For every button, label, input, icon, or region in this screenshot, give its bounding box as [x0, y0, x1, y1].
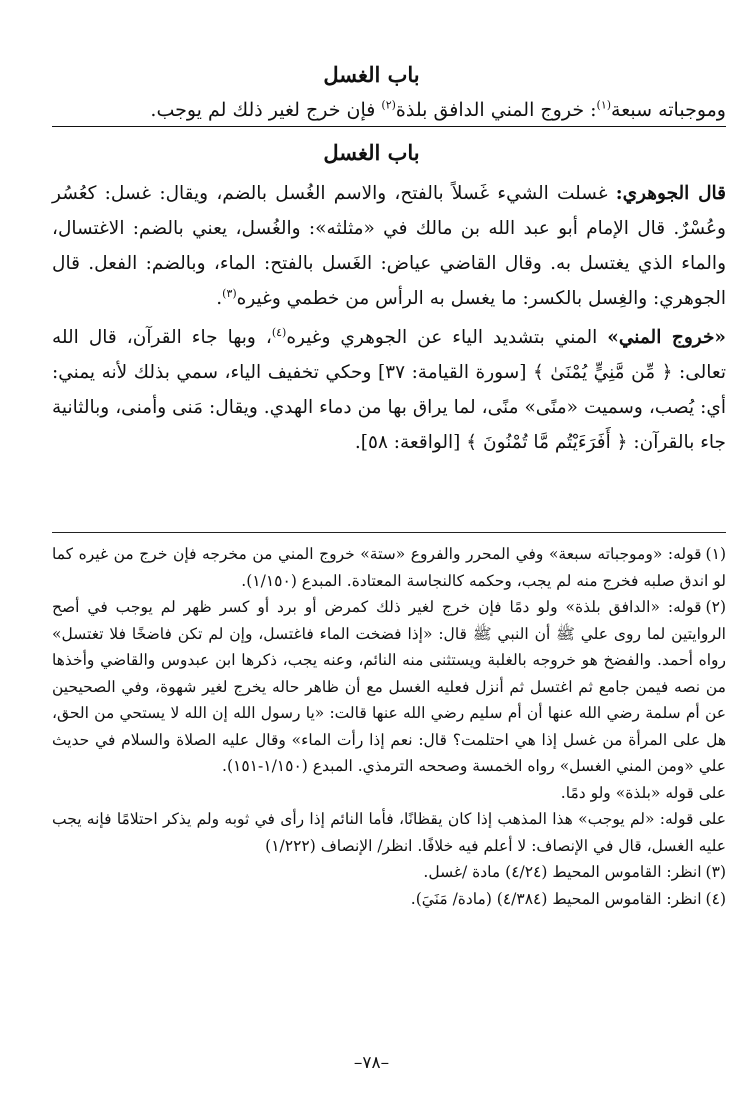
footnotes-divider [52, 532, 726, 533]
footnote-ref-4[interactable]: (٤) [271, 325, 287, 339]
keyword-khuruj-almani: «خروج المني» [607, 327, 726, 348]
matn-divider [52, 126, 726, 127]
footnote-ref-3[interactable]: (٣) [222, 286, 237, 300]
footnote-4 [52, 886, 726, 913]
footnote-text: قوله: «وموجباته سبعة» وفي المحرر والفروع «ستة» خروج المني من مخرجه فإن خرج من غيره كما لو اندق صلبه فخرج منه لم يجب، وحكمه كالنجاسة المعتادة. المبدع (١/١٥٠). [52, 545, 726, 590]
paragraph-2-text-1: المني بتشديد الياء عن الجوهري وغيره [286, 327, 608, 348]
paragraph-1-end: . [216, 288, 223, 309]
footnote-note-a [52, 780, 726, 807]
page-number: –٧٨– [353, 1053, 390, 1073]
footnote-number: (٢) [705, 598, 726, 616]
footnotes-section [52, 541, 726, 912]
commentary-paragraph-1 [52, 176, 726, 316]
footnote-number: (١) [705, 545, 726, 563]
footnote-text: قوله: «الدافق بلذة» ولو دمًا فإن خرج لغير ذلك كمرض أو برد أو كسر ظهر لم يوجب في أصح الروايتين لما روى علي ﷺ أن النبي ﷺ قال: «إذا فضخت الماء فاغتسل، وإن لم تكن فاضخًا فلا تغتسل» رواه أحمد. والفضخ هو خروجه بالغلبة ويستثنى منه النائم، وعنه يجب، ذكرها ابن عبدوس والقاضي وأخذها من نصه فيمن جامع ثم اغتسل ثم أنزل فعليه الغسل مع أن ظاهر حاله يخرج لغير شهوة، وفي الصحيحين عن أم سلمة رضي الله عنها أن أم سليم رضي الله عنها قالت: «يا رسول الله إن الله لا يستحي من الحق، هل على المرأة من غسل إذا هي احتلمت؟ قال: نعم إذا رأت الماء» وقال عليه الصلاة والسلام في حديث علي «ومن المني الغسل» رواه الخمسة وصححه الترمذي. المبدع (١/١٥٠-١٥١). [52, 598, 726, 775]
footnote-2 [52, 594, 726, 780]
paragraph-1-text: غسلت الشيء غَسلاً بالفتح، والاسم الغُسل بالضم، ويقال: غسل: كعُسُر وعُسْرٌ. قال الإمام أبو عبد الله بن مالك في «مثلثه»: والغُسل، يعني بالضم: الاغتسال، والماء الذي يغتسل به. وقال القاضي عياض: الغَسل بالفتح: الماء، وبالضم: الفعل. قال الجوهري: والغِسل بالكسر: ما يغسل به الرأس من خطمي وغيره [52, 183, 726, 309]
footnote-number: (٣) [705, 863, 726, 881]
matn-text [52, 95, 726, 125]
chapter-title: باب الغسل [323, 62, 420, 87]
footnote-3 [52, 859, 726, 886]
footnote-ref-1[interactable]: (١) [596, 98, 612, 112]
matn-part-3: فإن خرج لغير ذلك لم يوجب. [150, 99, 382, 121]
footnote-text: انظر: القاموس المحيط (٤/٢٤) مادة /غسل. [423, 863, 702, 881]
footnote-text: انظر: القاموس المحيط (٤/٣٨٤) (مادة/ مَنَيَ). [410, 889, 702, 908]
matn-part-2: : خروج المني الدافق بلذة [395, 99, 597, 121]
commentary-paragraph-2 [52, 320, 726, 460]
footnote-ref-2[interactable]: (٢) [381, 98, 396, 112]
footnote-1 [52, 541, 726, 594]
commentary-title: باب الغسل [323, 140, 420, 165]
footnote-text: على قوله «بلذة» ولو دمًا. [560, 783, 726, 802]
paragraph-2-text-2: ، وبها جاء القرآن، قال الله تعالى: ﴿ مِّن مَّنِيٍّ يُمْنَىٰ ﴾ [سورة القيامة: ٣٧] وحكي تخفيف الياء، سمي بذلك لأنه يمني: أي: يُصب، وسميت «منًى» منًى، لما يراق بها من دماء الهدي. ويقال: مَنى وأمنى، وبالثانية جاء بالقرآن: ﴿ أَفَرَءَيْتُم مَّا تُمْنُونَ ﴾ [الواقعة: ٥٨]. [52, 327, 727, 453]
matn-part-1: وموجباته سبعة [611, 99, 726, 121]
footnote-note-b [52, 806, 726, 859]
commentary-body [52, 176, 726, 464]
keyword-jawhari: قال الجوهري: [615, 183, 726, 204]
footnote-number: (٤) [705, 889, 726, 908]
footnote-text: على قوله: «لم يوجب» هذا المذهب إذا كان يقظانًا، فأما النائم إذا رأى في ثوبه ولم يذكر احتلامًا فإنه يجب عليه الغسل، قال في الإنصاف: لا أعلم فيه خلافًا. انظر/ الإنصاف (١/٢٢٢) [52, 810, 726, 855]
